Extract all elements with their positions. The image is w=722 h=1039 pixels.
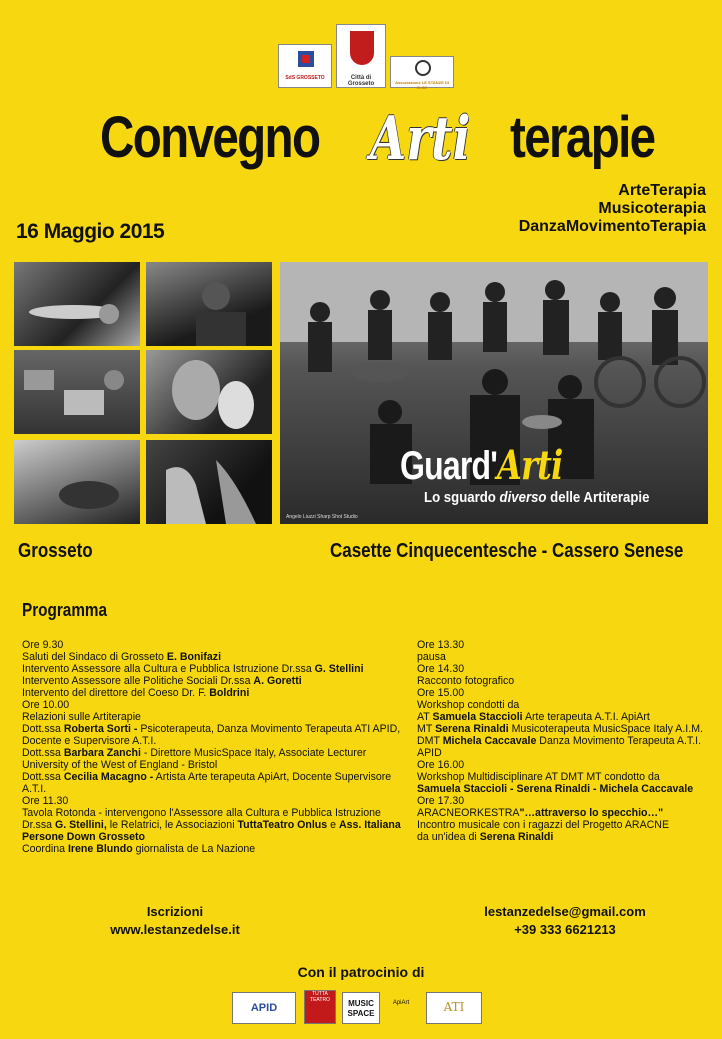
speaker: Serena Rinaldi [435,723,509,735]
email-link[interactable]: lestanzedelse@gmail.com [484,904,646,919]
apiart-logo-text: ApiArt [392,1000,410,1006]
title-arti: Arti [370,104,471,174]
program-line: Racconto fotografico [417,675,515,687]
time-1500: Ore 15.00 [417,687,465,699]
text: MT [417,723,436,735]
program-line [417,735,709,759]
ati-logo-text: ATI [443,1000,465,1014]
photo-hands-flute [14,262,140,346]
city-crest-icon [350,31,374,65]
association: TuttaTeatro Onlus [237,819,328,831]
association: Ass. Italiana Persone Down Grosseto [22,819,401,843]
speaker: Boldrini [209,687,250,699]
tutta-teatro-logo [304,990,336,1024]
photo-girl-face-image [146,350,272,434]
time-930: Ore 9.30 [22,639,64,651]
apiart-logo [384,988,418,1022]
event-city: Grosseto [18,540,93,562]
guardarti-subtitle [424,489,649,506]
photo-art-supplies [14,350,140,434]
photo-hands-flute-image [14,262,140,346]
text: Intervento Assessore alle Politiche Sociali Dr.ssa [22,675,254,687]
program-afternoon [417,639,709,843]
speaker: G. Stellini [314,663,364,675]
guardarti-logo [400,442,562,489]
title-terapie: terapie [510,105,655,170]
text: da un'idea di [417,831,480,843]
text: Dott.ssa [22,747,64,759]
arti-word: Arti [497,442,563,489]
subtitle-musicoterapia: Musicoterapia [598,200,706,217]
program-line [417,831,709,843]
text: - Direttore MusicSpace Italy, Associate Lecturer University of the West of England - Bristol [22,747,367,771]
phone-number: +39 333 6621213 [514,922,616,937]
event-venue: Casette Cinquecentesche - Cassero Senese [330,540,684,562]
apid-logo [232,992,296,1024]
photo-lying-child [14,440,140,524]
speaker: Irene Blundo [67,843,133,855]
subtitle-danzamovimentoterapia: DanzaMovimentoTerapia [518,218,706,235]
program-line [22,723,407,747]
program-line: Relazioni sulle Artiterapie [22,711,141,723]
tutta-logo-text: TUTTA TEATRO [310,991,330,1003]
speaker: Serena Rinaldi [479,831,554,843]
time-1430: Ore 14.30 [417,663,465,675]
program-line [22,675,407,687]
stanze-di-else-logo [390,56,454,88]
speaker: Samuela Staccioli [432,711,523,723]
quote: "…attraverso lo specchio…" [519,807,664,819]
guard-word: Guard' [400,444,498,488]
city-logo-text: Città di Grosseto [347,75,375,87]
text: e [327,819,339,831]
citta-di-grosseto-logo [336,24,386,88]
patronage-heading: Con il patrocinio di [297,964,425,980]
text: Artista Arte terapeuta ApiArt, Docente Supervisore A.T.I. [22,771,392,795]
program-line [22,663,407,675]
apid-logo-text: APID [250,1002,278,1014]
text: le Relatrici, le Associazioni [106,819,238,831]
text: Danza Movimento Terapeuta A.T.I. APID [417,735,702,759]
time-1000: Ore 10.00 [22,699,70,711]
website-link[interactable]: www.lestanzedelse.it [110,922,240,937]
program-line [22,807,407,843]
event-date: 16 Maggio 2015 [16,220,165,243]
program-line [22,771,407,795]
photo-hands-reach [146,440,272,524]
title-convegno: Convegno [100,105,320,170]
speaker: E. Bonifazi [166,651,222,663]
speaker: Cecilia Macagno - [63,771,154,783]
text: Psicoterapeuta, Danza Movimento Terapeuta ATI APID, Docente e Supervisore A.T.I. [22,723,401,747]
text: giornalista de La Nazione [132,843,256,855]
program-line [417,807,709,819]
program-line [417,723,709,735]
program-heading: Programma [22,600,108,620]
program-line [22,651,407,663]
time-1130: Ore 11.30 [22,795,69,807]
program-line: Incontro musicale con i ragazzi del Progetto ARACNE [417,819,670,831]
time-1600: Ore 16.00 [417,759,465,771]
text: AT [417,711,433,723]
spiral-icon [415,60,431,76]
musicspace-logo [342,992,380,1024]
program-line [22,843,407,855]
program-line [22,747,407,771]
text: Arte terapeuta A.T.I. ApiArt [522,711,650,723]
speaker: Barbara Zanchi [63,747,141,759]
text: Intervento Assessore alla Cultura e Pubblica Istruzione Dr.ssa [22,663,315,675]
music-logo-text: MUSIC SPACE [347,999,375,1018]
program-line: pausa [417,651,446,663]
time-1330: Ore 13.30 [417,639,465,651]
program-morning [22,639,407,855]
text: DMT [417,735,443,747]
text: Musicoterapeuta MusicSpace Italy A.I.M. [508,723,703,735]
time-1730: Ore 17.30 [417,795,465,807]
photo-credit: Angelo Liuzzi Sharp Shot Studio [286,514,358,520]
text: ARACNEORKESTRA [417,807,520,819]
speaker: A. Goretti [253,675,302,687]
text: Tavola Rotonda - intervengono l'Assessore alla Cultura e Pubblica Istruzione Dr.ssa [22,807,381,831]
guard-sub-em: diverso [499,489,547,506]
program-line [22,687,407,699]
program-line: Workshop Multidisciplinare AT DMT MT condotto da [417,771,660,783]
speaker: Roberta Sorti - [63,723,138,735]
text: Coordina [22,843,68,855]
photo-lying-child-image [14,440,140,524]
program-line: Samuela Staccioli - Serena Rinaldi - Michela Caccavale [417,783,694,795]
speaker: G. Stellini, [54,819,107,831]
text: Intervento del direttore del Coeso Dr. F. [22,687,210,699]
speaker: Michela Caccavale [442,735,537,747]
ati-logo [426,992,482,1024]
stanze-logo-text: Associazione LE STANZE DI ELSE [395,80,449,90]
program-line: Workshop condotti da [417,699,520,711]
photo-musician [146,262,272,346]
sds-logo-text: SdS GROSSETO [285,75,325,81]
photo-girl-face [146,350,272,434]
sds-grosseto-logo [278,44,332,88]
program-line [417,711,709,723]
text: Dott.ssa [22,723,64,735]
therapy-list [519,182,706,236]
photo-hands-reach-image [146,440,272,524]
guard-sub-post: delle Artiterapie [546,489,650,506]
text: Dott.ssa [22,771,64,783]
photo-art-supplies-image [14,350,140,434]
photo-musician-image [146,262,272,346]
guard-sub-pre: Lo sguardo [424,489,500,506]
registration-label: Iscrizioni [146,904,204,919]
subtitle-arteterapia: ArteTerapia [618,182,706,199]
text: Saluti del Sindaco di Grosseto [22,651,167,663]
sds-logo-graphic-red [302,55,310,63]
